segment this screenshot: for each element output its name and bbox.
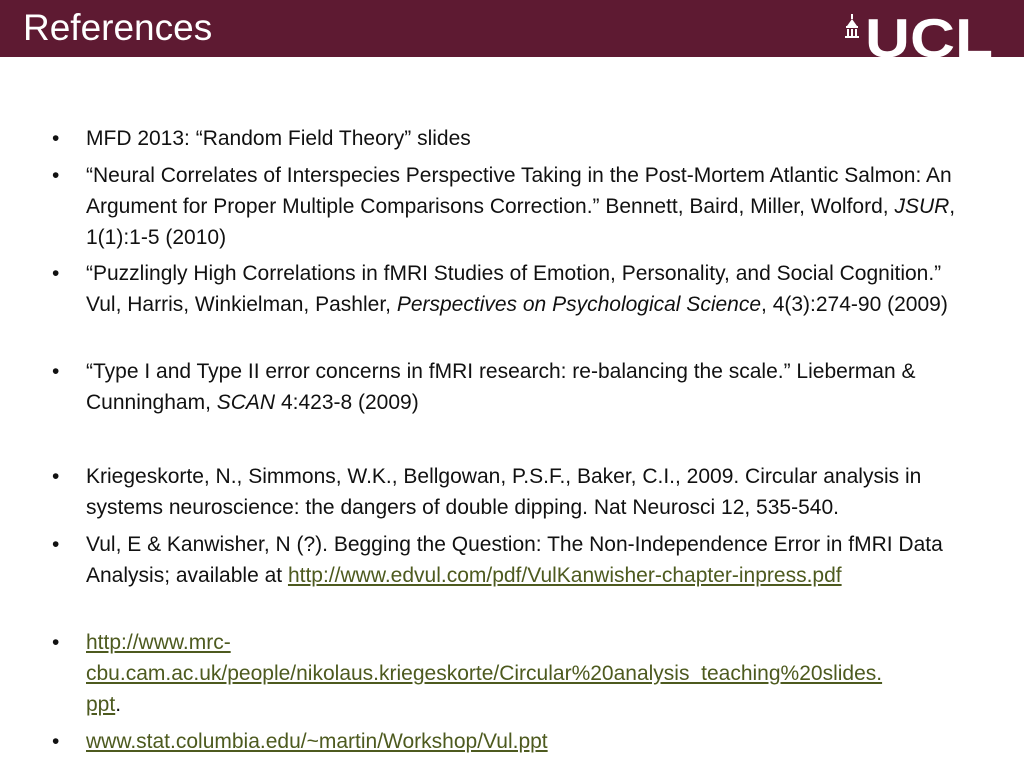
reference-punctuation: .	[115, 693, 122, 716]
bullet: •	[52, 360, 60, 383]
circular-analysis-slides-link[interactable]	[86, 631, 882, 716]
link-line: ppt	[86, 693, 116, 716]
ucl-logo-text: UCL	[865, 13, 993, 57]
reference-item-vul-harris	[52, 258, 981, 320]
reference-citation: , 1(1):1-5 (2010)	[86, 195, 956, 249]
vulkanwisher-pdf-link[interactable]: http://www.edvul.com/pdf/VulKanwisher-chapter-inpress.pdf	[287, 564, 842, 587]
slide-title: References	[23, 7, 213, 48]
journal-name: SCAN	[216, 391, 276, 414]
reference-item-columbia	[52, 726, 981, 757]
reference-text: MFD 2013: “Random Field Theory” slides	[86, 127, 471, 150]
reference-citation: 4:423-8 (2009)	[275, 391, 419, 414]
reference-item-lieberman	[52, 356, 981, 418]
journal-name: Perspectives on Psychological Science	[396, 293, 762, 316]
journal-name: JSUR	[894, 195, 950, 218]
link-line: cbu.cam.ac.uk/people/nikolaus.kriegeskorte/Circular%20analysis_teaching%20slides.	[86, 662, 883, 685]
reference-item-bennett	[52, 160, 981, 253]
reference-item-vul-kanwisher	[52, 529, 981, 591]
reference-item-mfd	[52, 123, 981, 154]
bullet: •	[52, 465, 60, 488]
reference-citation: , 4(3):274-90 (2009)	[761, 293, 948, 316]
columbia-vul-ppt-link[interactable]: www.stat.columbia.edu/~martin/Workshop/Vul.ppt	[86, 730, 548, 753]
bullet: •	[52, 730, 60, 753]
bullet: •	[52, 631, 60, 654]
reference-text: “Puzzlingly High Correlations in fMRI Studies of Emotion, Personality, and Social Cognition.” Vul, Harris, Winkielman, Pashler,	[86, 262, 942, 316]
reference-text: Vul, E & Kanwisher, N (?). Begging the Question: The Non-Independence Error in fMRI Data Analysis; available at	[86, 533, 943, 587]
reference-item-kriegeskorte	[52, 461, 981, 523]
reference-text: “Neural Correlates of Interspecies Perspective Taking in the Post-Mortem Atlantic Salmon: An Argument for Proper Multiple Comparisons Correction.” Bennett, Baird, Miller, Wolford,	[86, 164, 952, 218]
reference-item-mrc-cbu	[52, 627, 981, 720]
bullet: •	[52, 262, 60, 285]
bullet: •	[52, 127, 60, 150]
reference-text: Kriegeskorte, N., Simmons, W.K., Bellgowan, P.S.F., Baker, C.I., 2009. Circular analysis in systems neuroscience: the dangers of double dipping. Nat Neurosci 12, 535-540.	[86, 465, 922, 519]
reference-text: “Type I and Type II error concerns in fMRI research: re-balancing the scale.” Lieberman & Cunningham,	[86, 360, 916, 414]
bullet: •	[52, 533, 60, 556]
link-line: http://www.mrc-	[86, 631, 231, 654]
bullet: •	[52, 164, 60, 187]
